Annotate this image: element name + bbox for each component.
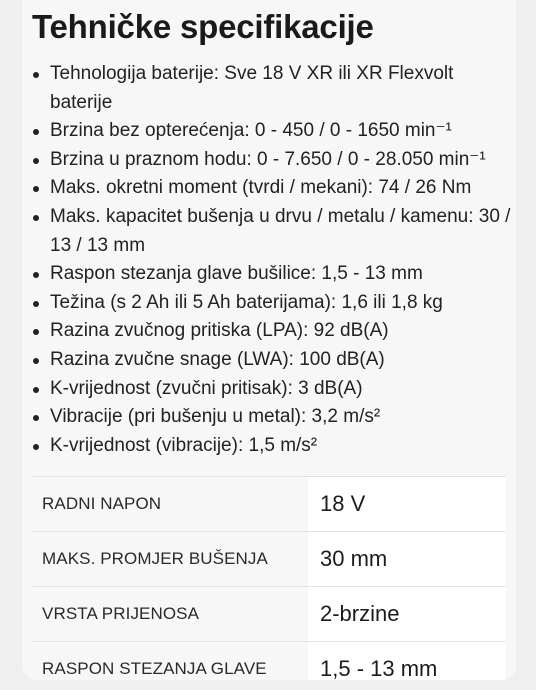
bullet-icon [33, 415, 39, 421]
bullet-icon [33, 158, 39, 164]
list-item [32, 403, 514, 432]
list-item [32, 117, 514, 146]
tech-specs-card [22, 0, 516, 680]
table-cell-label: VRSTA PRIJENOSA [32, 587, 308, 642]
list-item [32, 346, 514, 375]
list-item-text: Raspon stezanja glave bušilice: 1,5 - 13 mm [50, 263, 423, 285]
list-item [32, 60, 514, 117]
table-cell-value: 18 V [308, 477, 506, 532]
table-cell-value: 30 mm [308, 532, 506, 587]
spec-table [32, 476, 506, 680]
list-item-text: Težina (s 2 Ah ili 5 Ah baterijama): 1,6 ili 1,8 kg [50, 291, 443, 313]
list-item-text: K-vrijednost (vibracije): 1,5 m/s² [50, 434, 318, 456]
list-item [32, 260, 514, 289]
table-row [32, 477, 506, 532]
list-item-text: Razina zvučne snage (LWA): 100 dB(A) [50, 348, 385, 370]
list-item-text: Razina zvučnog pritiska (LPA): 92 dB(A) [50, 320, 389, 342]
list-item [32, 146, 514, 175]
table-row [32, 587, 506, 642]
list-item [32, 375, 514, 404]
list-item-text: K-vrijednost (zvučni pritisak): 3 dB(A) [50, 377, 363, 399]
bullet-icon [33, 72, 39, 78]
list-item-text: Tehnologija baterije: Sve 18 V XR ili XR Flexvolt baterije [50, 63, 454, 113]
bullet-icon [33, 329, 39, 335]
bullet-icon [33, 387, 39, 393]
list-item [32, 174, 514, 203]
bullet-icon [33, 129, 39, 135]
table-cell-value: 2-brzine [308, 587, 506, 642]
list-item-text: Brzina bez opterećenja: 0 - 450 / 0 - 1650 min⁻¹ [50, 120, 452, 142]
list-item [32, 432, 514, 461]
section-title: Tehničke specifikacije [32, 8, 374, 45]
list-item-text: Maks. okretni moment (tvrdi / mekani): 74 / 26 Nm [50, 177, 472, 199]
list-item-text: Brzina u praznom hodu: 0 - 7.650 / 0 - 28.050 min⁻¹ [50, 148, 486, 170]
table-row [32, 642, 506, 681]
bullet-icon [33, 301, 39, 307]
bullet-icon [33, 186, 39, 192]
table-cell-label: RASPON STEZANJA GLAVE [32, 642, 308, 681]
list-item [32, 203, 514, 260]
list-item-text: Vibracije (pri bušenju u metal): 3,2 m/s² [50, 406, 381, 428]
table-cell-label: MAKS. PROMJER BUŠENJA [32, 532, 308, 587]
bullet-icon [33, 444, 39, 450]
list-item-text: Maks. kapacitet bušenja u drvu / metalu / kamenu: 30 / 13 / 13 mm [50, 205, 511, 256]
bullet-icon [33, 272, 39, 278]
table-cell-label: RADNI NAPON [32, 477, 308, 532]
table-row [32, 532, 506, 587]
specs-list [32, 60, 514, 460]
list-item [32, 289, 514, 318]
bullet-icon [33, 358, 39, 364]
list-item [32, 317, 514, 346]
table-cell-value: 1,5 - 13 mm [308, 642, 506, 681]
bullet-icon [33, 215, 39, 221]
